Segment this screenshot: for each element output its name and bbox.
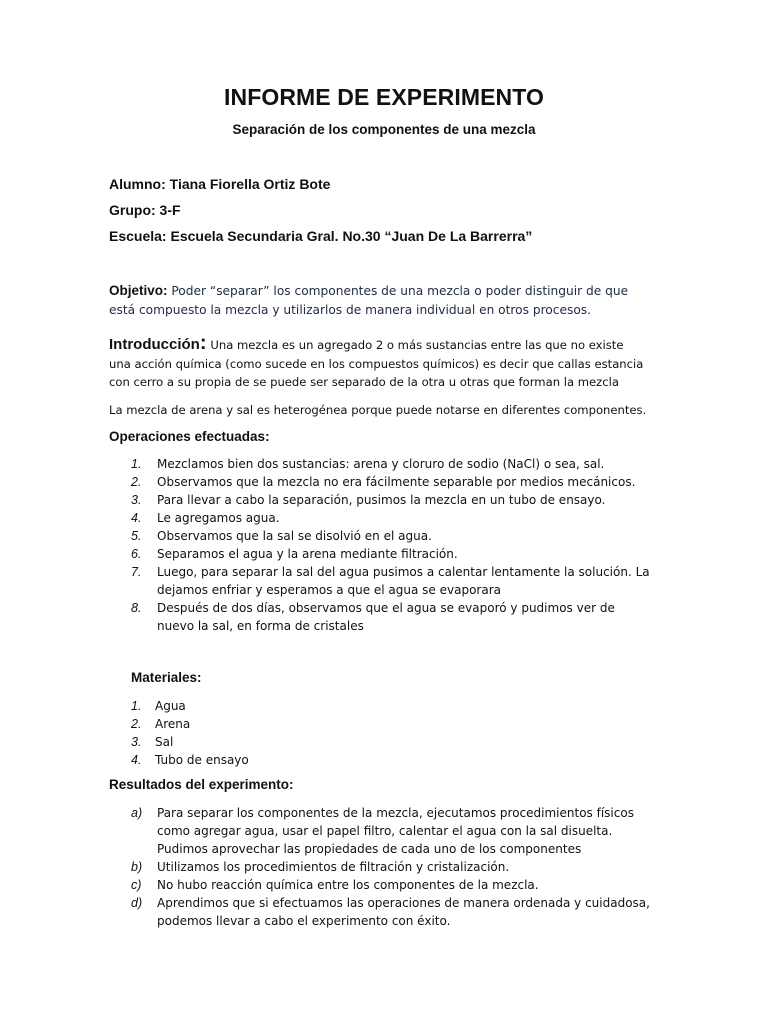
list-number: 6. <box>131 547 142 561</box>
list-number: 4. <box>131 753 142 767</box>
list-number: 4. <box>131 511 142 525</box>
list-number: b) <box>131 860 143 874</box>
list-item-text: Separamos el agua y la arena mediante filtración. <box>157 547 458 561</box>
introduction-colon: : <box>199 332 207 354</box>
list-item <box>131 545 651 563</box>
list-item-text: Utilizamos los procedimientos de filtración y cristalización. <box>157 860 510 874</box>
list-number: 8. <box>131 601 142 615</box>
list-item-text: Aprendimos que si efectuamos las operaciones de manera ordenada y cuidadosa, podemos llevar a cabo el experimento con éxito. <box>157 896 650 928</box>
list-item <box>131 491 651 509</box>
list-item-text: Observamos que la mezcla no era fácilmente separable por medios mecánicos. <box>157 475 636 489</box>
list-number: c) <box>131 878 142 892</box>
list-number: 1. <box>131 457 142 471</box>
list-item-text: No hubo reacción química entre los componentes de la mezcla. <box>157 878 539 892</box>
list-item <box>131 563 651 599</box>
operations-heading: Operaciones efectuadas: <box>109 429 270 444</box>
list-item-text: Le agregamos agua. <box>157 511 280 525</box>
list-number: 7. <box>131 565 142 579</box>
list-number: 1. <box>131 699 142 713</box>
introduction-text: Una mezcla es un agregado 2 o más sustancias entre las que no existe una acción química (como sucede en los compuestos químicos) es decir que callas estancia con cerro a su propia de se puede ser separado de la otra u otras que forman la mezcla <box>109 338 644 389</box>
student-field: Alumno: Tiana Fiorella Ortiz Bote <box>109 176 331 192</box>
list-item-text: Arena <box>155 717 191 731</box>
list-item-text: Agua <box>155 699 186 713</box>
list-number: 5. <box>131 529 142 543</box>
list-item <box>131 876 656 894</box>
list-item-text: Para llevar a cabo la separación, pusimos la mezcla en un tubo de ensayo. <box>157 493 606 507</box>
list-item <box>131 858 656 876</box>
results-heading: Resultados del experimento: <box>109 777 294 792</box>
school-field: Escuela: Escuela Secundaria Gral. No.30 “Juan De La Barrerra” <box>109 228 533 244</box>
list-item <box>131 509 651 527</box>
list-item <box>131 751 431 769</box>
list-number: 2. <box>131 475 142 489</box>
operations-list <box>131 455 651 635</box>
list-number: 2. <box>131 717 142 731</box>
list-item <box>131 715 431 733</box>
list-item <box>131 894 656 930</box>
list-number: d) <box>131 896 143 910</box>
materials-list <box>131 697 431 769</box>
list-item-text: Observamos que la sal se disolvió en el agua. <box>157 529 432 543</box>
results-list <box>131 804 656 930</box>
list-item-text: Mezclamos bien dos sustancias: arena y cloruro de sodio (NaCl) o sea, sal. <box>157 457 605 471</box>
list-item-text: Sal <box>155 735 174 749</box>
group-field: Grupo: 3-F <box>109 202 181 218</box>
list-item <box>131 527 651 545</box>
list-item-text: Luego, para separar la sal del agua pusimos a calentar lentamente la solución. La dejamos enfriar y esperamos a que el agua se evaporara <box>157 565 650 597</box>
list-item-text: Para separar los componentes de la mezcla, ejecutamos procedimientos físicos como agregar agua, usar el papel filtro, calentar el agua con la sal disuelta. Pudimos aprovechar las propiedades de cada uno de los componentes <box>157 806 634 856</box>
list-item <box>131 697 431 715</box>
document-subtitle: Separación de los componentes de una mezcla <box>232 122 536 137</box>
introduction-label: Introducción <box>109 336 200 353</box>
list-item-text: Tubo de ensayo <box>155 753 249 767</box>
document-title: INFORME DE EXPERIMENTO <box>224 84 544 110</box>
introduction-paragraph <box>109 332 647 392</box>
list-item <box>131 733 431 751</box>
materials-heading: Materiales: <box>131 670 202 685</box>
list-number: a) <box>131 806 143 820</box>
list-item <box>131 455 651 473</box>
list-number: 3. <box>131 735 142 749</box>
list-number: 3. <box>131 493 142 507</box>
list-item <box>131 599 651 635</box>
list-item <box>131 473 651 491</box>
objective-paragraph <box>109 282 657 319</box>
objective-label: Objetivo: <box>109 283 168 298</box>
list-item-text: Después de dos días, observamos que el agua se evaporó y pudimos ver de nuevo la sal, en forma de cristales <box>157 601 615 633</box>
mixture-note: La mezcla de arena y sal es heterogénea porque puede notarse en diferentes componentes. <box>109 403 647 417</box>
list-item <box>131 804 656 858</box>
objective-text: Poder “separar” los componentes de una mezcla o poder distinguir de que está compuesto la mezcla y utilizarlos de manera individual en otros procesos. <box>109 284 629 317</box>
